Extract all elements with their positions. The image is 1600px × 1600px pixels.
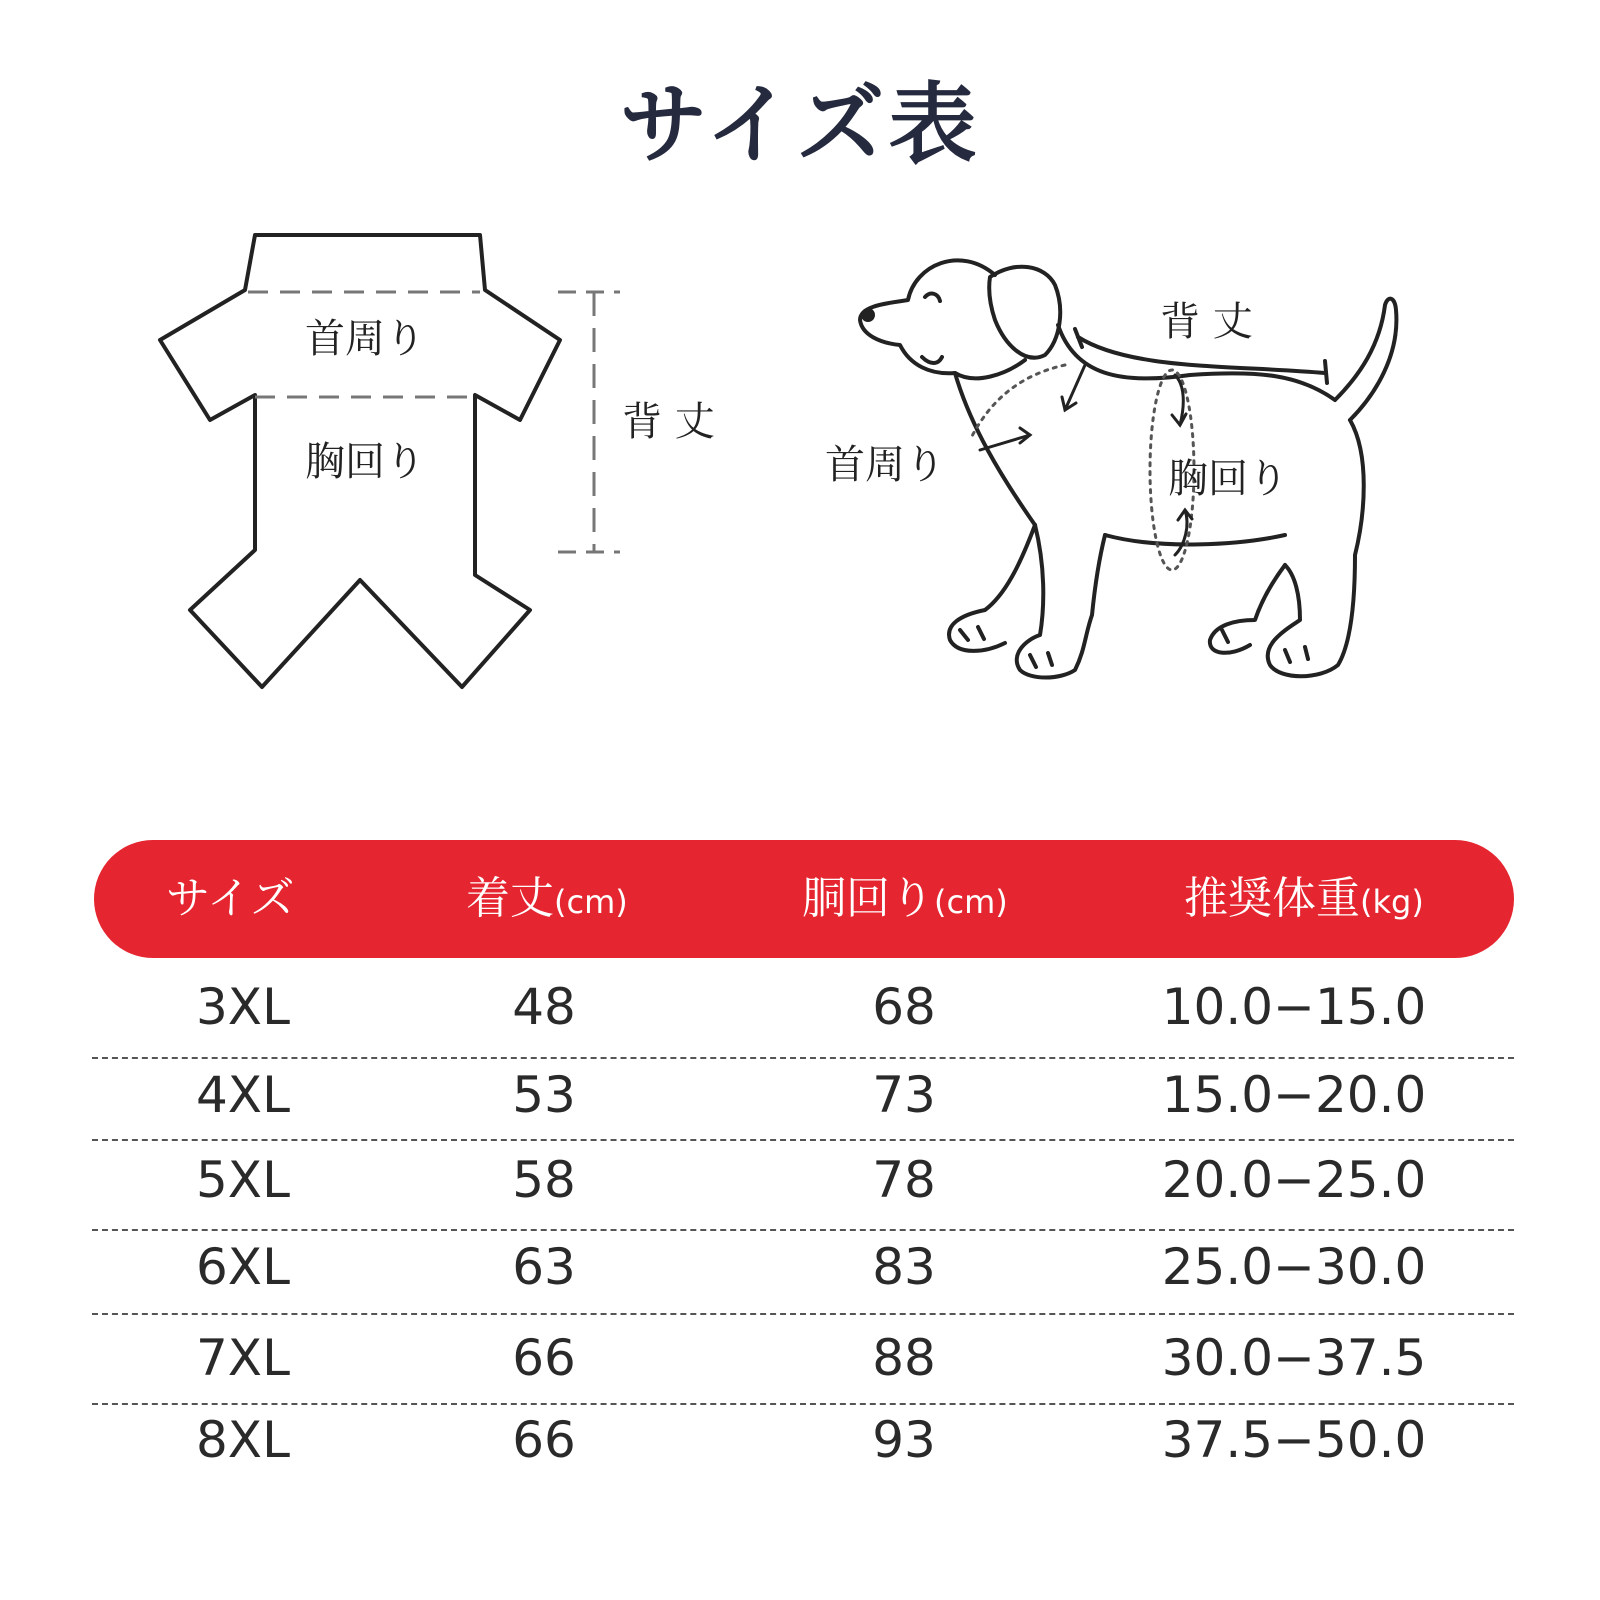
length-cell: 48 <box>512 978 576 1036</box>
row-divider <box>92 1313 1514 1315</box>
size-cell: 7XL <box>196 1329 290 1387</box>
header-weight: 推奨体重(kg) <box>1184 873 1424 924</box>
size-cell: 6XL <box>196 1238 290 1296</box>
garment-outline-icon <box>150 225 770 715</box>
length-cell: 66 <box>512 1329 576 1387</box>
table-row <box>94 1398 1514 1482</box>
garment-chest-label: 胸回り <box>305 439 425 485</box>
girth-cell: 68 <box>872 978 936 1036</box>
table-row <box>94 1225 1514 1309</box>
weight-cell: 10.0−15.0 <box>1161 978 1427 1036</box>
dog-back-label: 背 丈 <box>1160 299 1253 345</box>
size-cell: 8XL <box>196 1411 290 1469</box>
size-cell: 5XL <box>196 1151 290 1209</box>
weight-cell: 15.0−20.0 <box>1161 1066 1427 1124</box>
garment-back-label: 背 丈 <box>622 399 715 445</box>
length-cell: 63 <box>512 1238 576 1296</box>
garment-diagram <box>150 225 770 715</box>
girth-cell: 73 <box>872 1066 936 1124</box>
length-cell: 53 <box>512 1066 576 1124</box>
header-size: サイズ <box>166 873 295 924</box>
table-row <box>94 1316 1514 1400</box>
weight-cell: 30.0−37.5 <box>1161 1329 1427 1387</box>
garment-neck-label: 首周り <box>305 316 425 362</box>
girth-cell: 83 <box>872 1238 936 1296</box>
dog-chest-label: 胸回り <box>1168 456 1288 502</box>
size-cell: 3XL <box>196 978 290 1036</box>
weight-cell: 20.0−25.0 <box>1161 1151 1427 1209</box>
dog-diagram <box>825 225 1460 725</box>
table-row <box>94 1053 1514 1137</box>
weight-cell: 25.0−30.0 <box>1161 1238 1427 1296</box>
length-cell: 66 <box>512 1411 576 1469</box>
girth-cell: 88 <box>872 1329 936 1387</box>
header-length: 着丈(cm) <box>466 873 628 924</box>
table-row <box>94 965 1514 1049</box>
girth-cell: 93 <box>872 1411 936 1469</box>
length-cell: 58 <box>512 1151 576 1209</box>
dog-neck-label: 首周り <box>825 442 945 488</box>
girth-cell: 78 <box>872 1151 936 1209</box>
table-row <box>94 1138 1514 1222</box>
table-header <box>94 840 1514 958</box>
header-girth: 胴回り(cm) <box>802 873 1008 924</box>
size-cell: 4XL <box>196 1066 290 1124</box>
page-title: サイズ表 <box>619 73 981 176</box>
weight-cell: 37.5−50.0 <box>1161 1411 1427 1469</box>
